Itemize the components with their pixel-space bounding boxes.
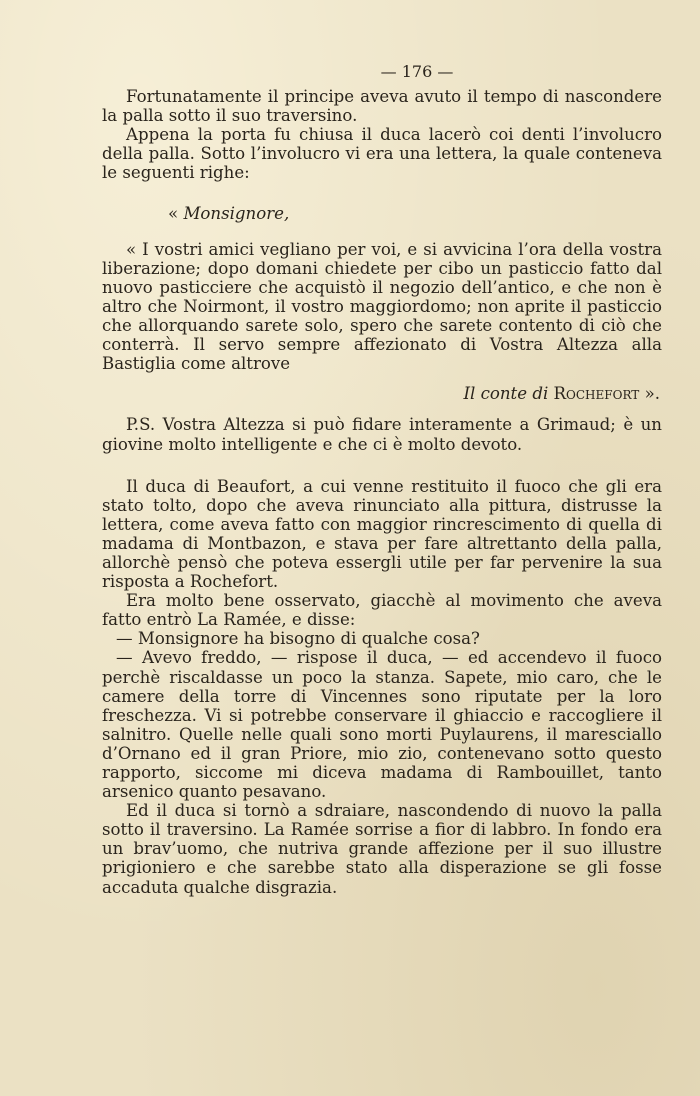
letter-salutation — [102, 204, 662, 223]
signature-title: Il conte di — [463, 384, 549, 404]
salutation-quote: « — [168, 203, 179, 223]
signature-end: ». — [644, 384, 660, 404]
paragraph: Era molto bene osservato, giacchè al movimento che aveva fatto entrò La Ramée, e disse: — [102, 591, 662, 630]
signature-name: Rochefort — [553, 384, 640, 404]
paragraph: Fortunatamente il principe aveva avuto il tempo di nascondere la palla sotto il suo traversino. — [102, 87, 662, 126]
page-text — [102, 62, 662, 897]
letter-body: « I vostri amici vegliano per voi, e si avvicina l’ora della vostra liberazione; dopo domani chiedete per cibo un pasticcio fatto dal nuovo pasticciere che acquistò il negozio dell’antico, e che non è altro che Noirmont, il vostro maggiordomo; non aprite il pasticcio che allorquando sarete solo, spero che sarete contento di ciò che conterrà. Il servo sempre affezionato di Vostra Altezza alla Bastiglia come altrove — [102, 239, 662, 374]
dialogue-line: — Monsignore ha bisogno di qualche cosa? — [116, 629, 480, 649]
paragraph: Il duca di Beaufort, a cui venne restituito il fuoco che gli era stato tolto, dopo che aveva rinunciato alla pittura, distrusse la lettera, come aveva fatto con maggior rincrescimento di quella di madama di Montbazon, e stava per fare altrettanto della palla, allorchè pensò che poteva essergli utile per far pervenire la sua risposta a Rochefort. — [102, 476, 662, 592]
paragraph: Ed il duca si tornò a sdraiare, nascondendo di nuovo la palla sotto il traversino. La Ramée sorrise a fior di labbro. In fondo era un brav’uomo, che nutriva grande affezione per il suo illustre prigioniero e che sarebbe stato alla disperazione se gli fosse accaduta qualche disgrazia. — [102, 801, 662, 897]
letter-signature — [102, 384, 662, 403]
page-number: — 176 — — [380, 62, 454, 81]
paragraph: Appena la porta fu chiusa il duca lacerò coi denti l’involucro della palla. Sotto l’involucro vi era una lettera, la quale conteneva le seguenti righe: — [102, 125, 662, 183]
dialogue-line: — Avevo freddo, — rispose il duca, — ed accendevo il fuoco perchè riscaldasse un poco la stanza. Sapete, mio caro, che le camere della torre di Vincennes sono riputate per la loro freschezza. Vi si potrebbe conservare il ghiaccio e raccogliere il salnitro. Quelle nelle quali sono morti Puylaurens, il maresciallo d’Ornano ed il gran Priore, mio zio, contenevano sotto questo rapporto, siccome mi diceva madama di Rambouillet, tanto arsenico quanto pesavano. — [102, 648, 662, 802]
postscript: P.S. Vostra Altezza si può fidare interamente a Grimaud; è un giovine molto intelligente e che ci è molto devoto. — [102, 415, 662, 454]
salutation-text: Monsignore, — [183, 203, 290, 223]
